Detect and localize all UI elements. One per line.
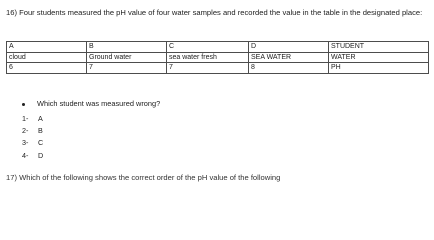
table-cell: Ground water: [87, 52, 167, 63]
table-cell: cloud: [7, 52, 87, 63]
table-row: [7, 52, 429, 63]
question-text: 16) Four students measured the pH value of four water samples and recorded the value in the table in the designated place:: [6, 8, 423, 17]
table-cell: D: [249, 42, 329, 53]
table-cell: 7: [167, 63, 249, 74]
table-cell: sea water fresh: [167, 52, 249, 63]
answer-option: [22, 150, 43, 162]
option-number: 3-: [22, 138, 29, 148]
table-cell: B: [87, 42, 167, 53]
option-number: 4-: [22, 150, 29, 160]
table-cell: WATER: [329, 52, 429, 63]
table-cell: 8: [249, 63, 329, 74]
table-cell: 7: [87, 63, 167, 74]
table-cell: 6: [7, 63, 87, 74]
table-cell: SEA WATER: [249, 52, 329, 63]
bullet-icon: [22, 103, 25, 106]
ph-table: [6, 41, 429, 74]
answer-option: [22, 137, 43, 149]
sub-question-text: Which student was measured wrong?: [37, 99, 161, 108]
answer-options: [22, 113, 43, 162]
answer-option: [22, 113, 43, 125]
next-question-text: 17) Which of the following shows the correct order of the pH value of the following: [6, 173, 281, 182]
option-number: 1-: [22, 114, 29, 123]
table-cell: C: [167, 42, 249, 53]
table-row: [7, 63, 429, 74]
table-cell: STUDENT: [329, 42, 429, 53]
option-label: B: [38, 126, 43, 136]
table-row: [7, 42, 429, 53]
option-label: C: [38, 138, 44, 148]
table-cell: PH: [329, 63, 429, 74]
table-cell: A: [7, 42, 87, 53]
answer-option: [22, 125, 43, 137]
option-label: A: [38, 114, 43, 123]
option-label: D: [38, 150, 44, 160]
next-question-cutoff: [6, 173, 428, 182]
option-number: 2-: [22, 126, 29, 136]
